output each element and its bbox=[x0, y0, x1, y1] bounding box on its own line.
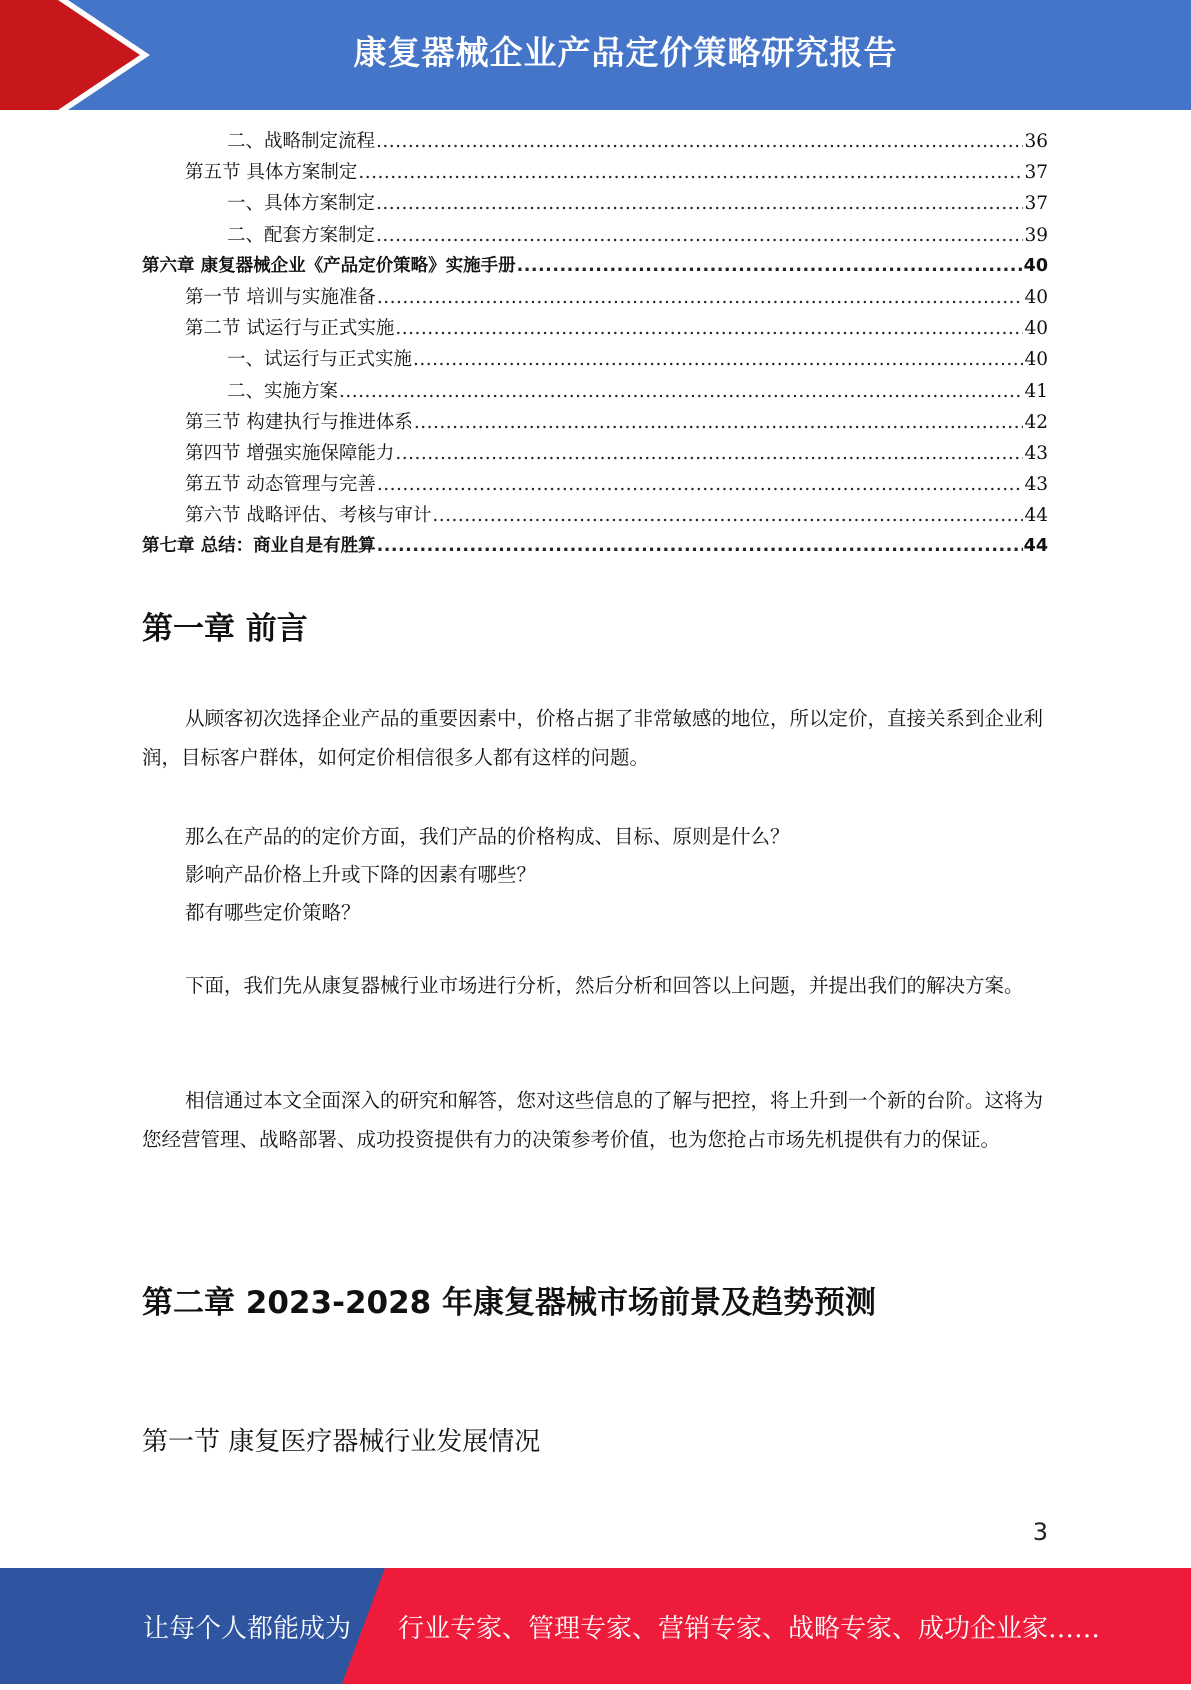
toc-entry-label: 一、试运行与正式实施 bbox=[227, 349, 413, 371]
page-header bbox=[0, 0, 1191, 110]
paragraph-approach: 下面，我们先从康复器械行业市场进行分析，然后分析和回答以上问题，并提出我们的解决方案。 bbox=[185, 974, 1024, 997]
toc-entry-page: 39 bbox=[1024, 224, 1048, 246]
question-line: 影响产品价格上升或下降的因素有哪些？ bbox=[185, 863, 537, 886]
question-line: 都有哪些定价策略？ bbox=[185, 901, 361, 924]
paragraph-value: 相信通过本文全面深入的研究和解答，您对这些信息的了解与把控，将上升到一个新的台阶。这将为您经营管理、战略部署、成功投资提供有力的决策参考价值，也为您抢占市场先机提供有力的保证。 bbox=[142, 1089, 1044, 1151]
toc-entry-label: 第二节 试运行与正式实施 bbox=[185, 318, 395, 340]
footer-slogan-right: 行业专家、管理专家、营销专家、战略专家、成功企业家…… bbox=[398, 1614, 1101, 1644]
toc-entry-page: 44 bbox=[1024, 505, 1048, 527]
chapter-2-heading: 第二章 2023-2028 年康复器械市场前景及趋势预测 bbox=[142, 1285, 877, 1321]
toc-entry-page: 37 bbox=[1024, 193, 1048, 215]
toc-entry-chapter[interactable] bbox=[142, 532, 1048, 563]
toc-entry-chapter[interactable] bbox=[142, 252, 1048, 283]
footer-slogan-left: 让每个人都能成为 bbox=[143, 1614, 352, 1644]
toc-entry-page: 43 bbox=[1024, 442, 1048, 464]
toc-entry[interactable] bbox=[142, 345, 1048, 376]
toc-entry-page: 40 bbox=[1023, 255, 1048, 276]
toc-entry-page: 43 bbox=[1024, 474, 1048, 496]
chapter-1-heading: 第一章 前言 bbox=[142, 611, 308, 647]
toc-entry-label: 第四节 增强实施保障能力 bbox=[185, 442, 395, 464]
toc-entry-label: 第六节 战略评估、考核与审计 bbox=[185, 505, 432, 527]
toc-entry-label: 二、战略制定流程 bbox=[227, 131, 376, 152]
toc-entry-label: 二、配套方案制定 bbox=[227, 224, 376, 246]
toc-entry[interactable] bbox=[142, 501, 1048, 532]
toc-entry[interactable] bbox=[142, 283, 1048, 314]
table-of-contents bbox=[142, 127, 1048, 564]
toc-entry-page: 37 bbox=[1024, 162, 1048, 184]
toc-entry-label: 第六章 康复器械企业《产品定价策略》实施手册 bbox=[142, 255, 516, 276]
section-1-heading: 第一节 康复医疗器械行业发展情况 bbox=[142, 1427, 541, 1457]
toc-entry[interactable] bbox=[142, 470, 1048, 501]
toc-entry-label: 第七章 总结：商业自是有胜算 bbox=[142, 536, 376, 557]
page-number: 3 bbox=[1032, 1518, 1048, 1546]
toc-entry[interactable] bbox=[142, 158, 1048, 189]
toc-entry[interactable] bbox=[142, 377, 1048, 408]
toc-entry-page: 40 bbox=[1024, 318, 1048, 340]
toc-entry[interactable] bbox=[142, 439, 1048, 470]
toc-entry-page: 44 bbox=[1023, 536, 1048, 557]
toc-entry-page: 41 bbox=[1024, 380, 1048, 402]
toc-entry[interactable] bbox=[142, 408, 1048, 439]
toc-entry-page: 36 bbox=[1024, 131, 1048, 152]
toc-entry-label: 一、具体方案制定 bbox=[227, 193, 376, 215]
toc-entry[interactable] bbox=[142, 127, 1048, 158]
toc-entry-label: 第一节 培训与实施准备 bbox=[185, 286, 376, 308]
toc-entry[interactable] bbox=[142, 314, 1048, 345]
toc-entry[interactable] bbox=[142, 221, 1048, 252]
question-line: 那么在产品的的定价方面，我们产品的价格构成、目标、原则是什么？ bbox=[185, 825, 790, 848]
toc-entry[interactable] bbox=[142, 189, 1048, 220]
toc-entry-page: 42 bbox=[1024, 411, 1048, 433]
toc-entry-label: 第五节 动态管理与完善 bbox=[185, 474, 376, 496]
toc-entry-page: 40 bbox=[1024, 349, 1048, 371]
report-title: 康复器械企业产品定价策略研究报告 bbox=[353, 33, 898, 72]
toc-entry-label: 第五节 具体方案制定 bbox=[185, 162, 358, 184]
toc-entry-page: 40 bbox=[1024, 286, 1048, 308]
paragraph-intro: 从顾客初次选择企业产品的重要因素中，价格占据了非常敏感的地位，所以定价，直接关系到企业利润，目标客户群体，如何定价相信很多人都有这样的问题。 bbox=[142, 707, 1044, 769]
toc-entry-label: 第三节 构建执行与推进体系 bbox=[185, 411, 413, 433]
toc-entry-label: 二、实施方案 bbox=[227, 380, 339, 402]
page-footer bbox=[0, 1568, 1191, 1684]
